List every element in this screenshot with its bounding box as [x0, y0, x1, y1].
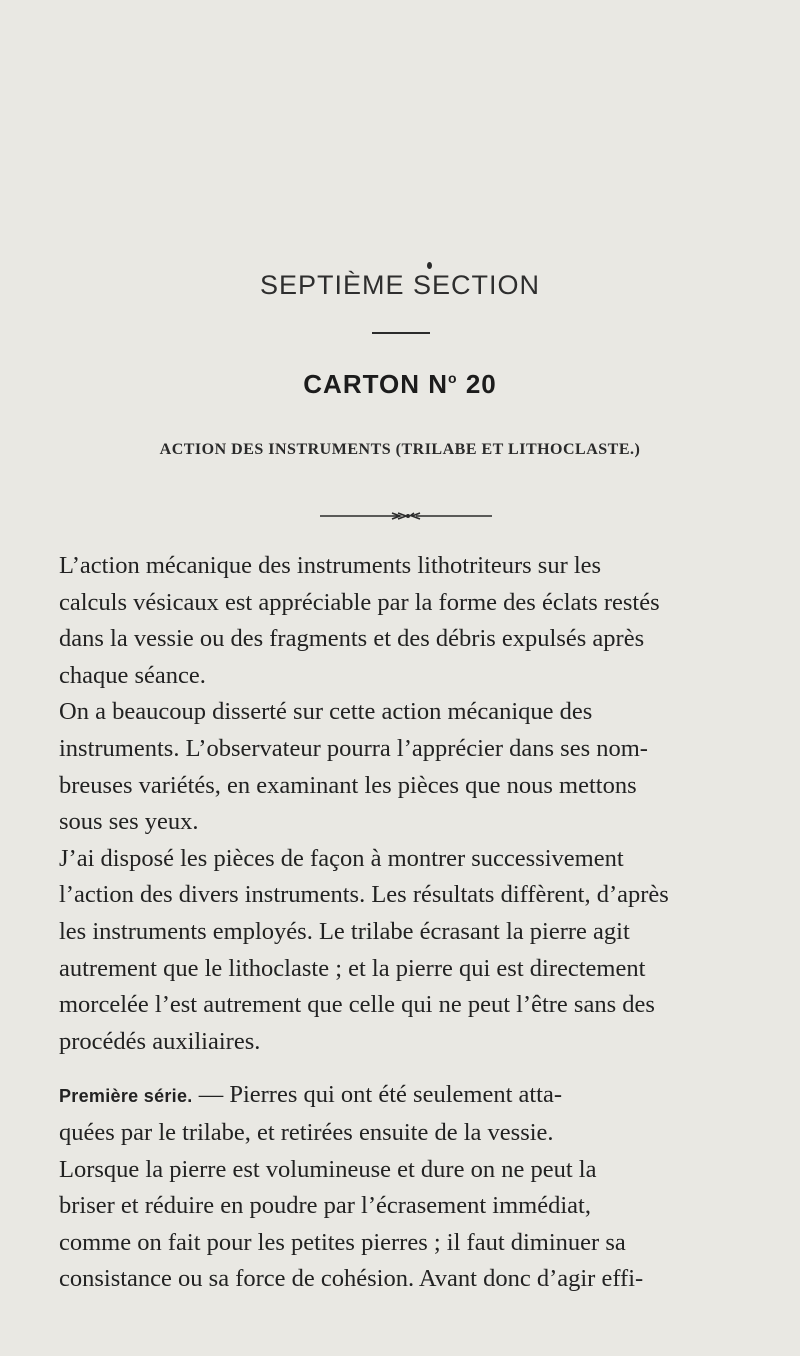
carton-label: CARTON N	[303, 369, 449, 399]
text-line: sous ses yeux.	[59, 808, 199, 836]
text-line: autrement que le lithoclaste ; et la pierre qui est directement	[59, 954, 646, 982]
title-rule	[372, 332, 430, 334]
text-line: J’ai disposé les pièces de façon à montrer successivement	[59, 844, 624, 872]
text-line: calculs vésicaux est appréciable par la forme des éclats restés	[59, 588, 660, 616]
text-line: On a beaucoup disserté sur cette action mécanique des	[59, 698, 593, 726]
text-line: L’action mécanique des instruments lithotriteurs sur les	[59, 552, 602, 579]
carton-number-sign: o	[448, 370, 458, 386]
paragraph-3	[59, 841, 759, 1061]
text-line	[59, 1077, 759, 1115]
text-line: morcelée l’est autrement que celle qui ne peut l’être sans des	[59, 991, 655, 1019]
ink-dot	[427, 262, 432, 269]
text-line: consistance ou sa force de cohésion. Avant donc d’agir effi-	[59, 1265, 644, 1293]
serie-label: Première série.	[59, 1086, 193, 1107]
paragraph-1	[59, 548, 759, 694]
text-line: procédés auxiliaires.	[59, 1027, 261, 1055]
carton-title	[0, 369, 800, 400]
text-line: chaque séance.	[59, 661, 206, 689]
paragraph-5	[59, 1152, 759, 1298]
section-title: SEPTIÈME SECTION	[259, 270, 541, 300]
serie-text: — Pierres qui ont été seulement atta-	[192, 1081, 563, 1109]
text-line: Lorsque la pierre est volumineuse et dure on ne peut la	[59, 1155, 597, 1183]
body-text	[59, 548, 759, 1298]
serie-heading-paragraph	[59, 1077, 759, 1151]
text-line: briser et réduire en poudre par l’écrasement immédiat,	[59, 1192, 591, 1220]
text-line: instruments. L’observateur pourra l’apprécier dans ses nom-	[59, 734, 648, 762]
text-line: l’action des divers instruments. Les résultats diffèrent, d’après	[59, 881, 669, 909]
divider-ornament	[320, 510, 492, 522]
text-line: les instruments employés. Le trilabe écrasant la pierre agit	[59, 917, 630, 945]
text-line: dans la vessie ou des fragments et des débris expulsés après	[59, 625, 645, 653]
text-line: breuses variétés, en examinant les pièces que nous mettons	[59, 771, 637, 799]
text-line: comme on fait pour les petites pierres ; il faut diminuer sa	[59, 1228, 626, 1256]
carton-subtitle: ACTION DES INSTRUMENTS (TRILABE ET LITHOCLASTE.)	[159, 441, 641, 458]
carton-number: 20	[465, 369, 497, 399]
paragraph-2	[59, 694, 759, 840]
text-line: quées par le trilabe, et retirées ensuite de la vessie.	[59, 1118, 554, 1146]
